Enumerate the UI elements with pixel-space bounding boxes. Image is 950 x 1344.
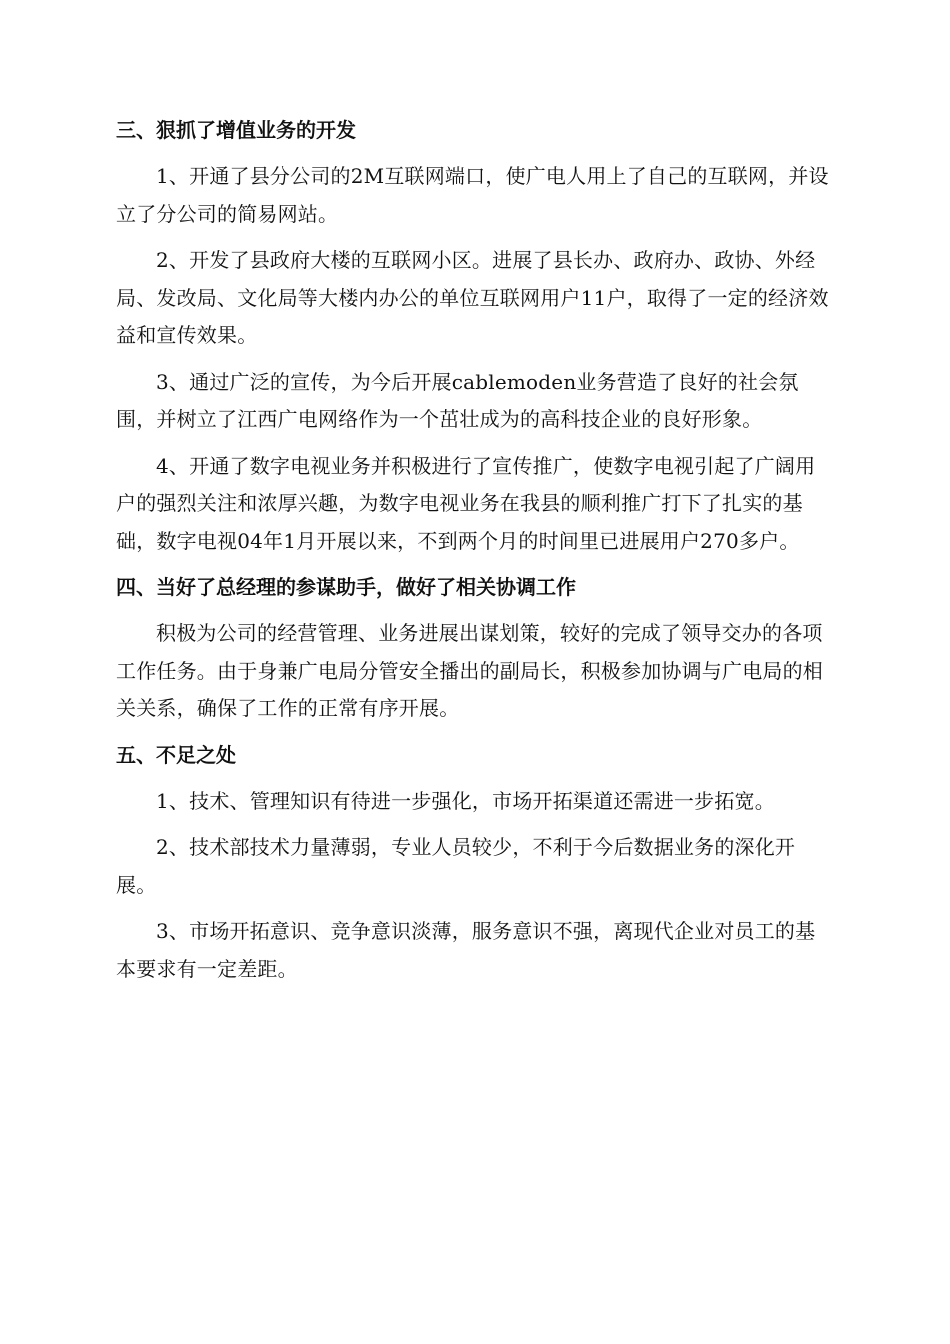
paragraph-shortcoming-knowledge: 1、技术、管理知识有待进一步强化，市场开拓渠道还需进一步拓宽。 [156,788,775,813]
document-body [116,112,834,997]
paragraph-management-support: 积极为公司的经营管理、业务进展出谋划策，较好的完成了领导交办的各项工作任务。由于身兼广电局分管安全播出的副局长，积极参加协调与广电局的相关关系，确保了工作的正常有序开展。 [116,621,823,720]
paragraph-government-building-internet: 2、开发了县政府大楼的互联网小区。进展了县长办、政府办、政协、外经局、发改局、文化局等大楼内办公的单位互联网用户11户，取得了一定的经济效益和宣传效果。 [116,248,829,347]
paragraph-shortcoming-technical-staff: 2、技术部技术力量薄弱，专业人员较少，不利于今后数据业务的深化开展。 [116,835,796,897]
paragraph-digital-tv: 4、开通了数字电视业务并积极进行了宣传推广，使数字电视引起了广阔用户的强烈关注和浓厚兴趣，为数字电视业务在我县的顺利推广打下了扎实的基础，数字电视04年1月开展以来，不到两个月的时间里已进展用户270多户。 [116,453,816,553]
section-heading-shortcomings: 五、不足之处 [116,742,236,767]
section-heading-assistant-coordination: 四、当好了总经理的参谋助手，做好了相关协调工作 [116,575,576,599]
paragraph-shortcoming-awareness: 3、市场开拓意识、竞争意识淡薄，服务意识不强，离现代企业对员工的基本要求有一定差距。 [116,919,816,981]
paragraph-cablemoden-promotion: 3、通过广泛的宣传，为今后开展cablemoden业务营造了良好的社会氛围，并树立了江西广电网络作为一个茁壮成为的高科技企业的良好形象。 [116,369,799,431]
paragraph-internet-port: 1、开通了县分公司的2M互联网端口，使广电人用上了自己的互联网，并设立了分公司的简易网站。 [116,164,829,226]
section-heading-value-added-business: 三、狠抓了增值业务的开发 [116,118,356,142]
